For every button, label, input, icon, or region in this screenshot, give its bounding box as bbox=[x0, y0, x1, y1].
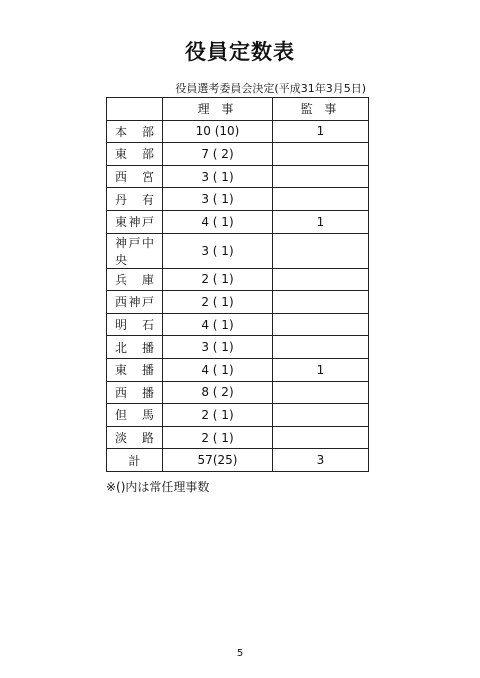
branch-cell bbox=[107, 143, 163, 166]
table-row bbox=[107, 404, 369, 427]
branch-cell bbox=[107, 210, 163, 233]
branch-cell bbox=[107, 313, 163, 336]
page-title: 役員定数表 bbox=[185, 40, 295, 64]
directors-cell: 8 ( 2) bbox=[163, 381, 273, 404]
branch-name: 淡路 bbox=[115, 431, 154, 446]
table-row bbox=[107, 233, 369, 268]
table-row bbox=[107, 358, 369, 381]
table-row bbox=[107, 165, 369, 188]
table-row bbox=[107, 210, 369, 233]
branch-cell bbox=[107, 336, 163, 359]
directors-cell: 10 (10) bbox=[163, 120, 273, 143]
branch-cell bbox=[107, 358, 163, 381]
directors-cell: 4 ( 1) bbox=[163, 313, 273, 336]
auditors-cell bbox=[273, 233, 369, 268]
branch-cell bbox=[107, 233, 163, 268]
auditors-cell: 1 bbox=[273, 210, 369, 233]
auditors-cell: 1 bbox=[273, 120, 369, 143]
table-row bbox=[107, 120, 369, 143]
branch-name: 神戸中央 bbox=[115, 235, 154, 267]
table-row bbox=[107, 188, 369, 211]
auditors-cell bbox=[273, 336, 369, 359]
header-branch bbox=[107, 98, 163, 121]
branch-cell bbox=[107, 120, 163, 143]
branch-name: 西宮 bbox=[115, 170, 154, 185]
branch-name: 西播 bbox=[115, 385, 154, 400]
table-header-row bbox=[107, 98, 369, 121]
directors-cell: 3 ( 1) bbox=[163, 233, 273, 268]
total-directors: 57(25) bbox=[163, 449, 273, 472]
auditors-cell bbox=[273, 165, 369, 188]
directors-cell: 7 ( 2) bbox=[163, 143, 273, 166]
auditors-cell bbox=[273, 404, 369, 427]
branch-cell bbox=[107, 426, 163, 449]
total-label-cell bbox=[107, 449, 163, 472]
branch-cell bbox=[107, 165, 163, 188]
branch-name: 本部 bbox=[115, 124, 154, 139]
auditors-cell bbox=[273, 143, 369, 166]
header-auditors: 監 事 bbox=[273, 98, 369, 121]
auditors-cell bbox=[273, 291, 369, 314]
directors-cell: 2 ( 1) bbox=[163, 426, 273, 449]
directors-cell: 3 ( 1) bbox=[163, 336, 273, 359]
table-row bbox=[107, 336, 369, 359]
branch-name: 東神戸 bbox=[115, 215, 154, 230]
table-row bbox=[107, 381, 369, 404]
directors-cell: 3 ( 1) bbox=[163, 165, 273, 188]
auditors-cell bbox=[273, 381, 369, 404]
header-directors: 理 事 bbox=[163, 98, 273, 121]
total-auditors: 3 bbox=[273, 449, 369, 472]
branch-cell bbox=[107, 291, 163, 314]
directors-cell: 2 ( 1) bbox=[163, 268, 273, 291]
auditors-cell: 1 bbox=[273, 358, 369, 381]
officer-quota-table bbox=[106, 97, 369, 472]
table-row bbox=[107, 268, 369, 291]
table-row bbox=[107, 313, 369, 336]
table-row bbox=[107, 291, 369, 314]
page-number: 5 bbox=[236, 648, 244, 659]
branch-name: 東部 bbox=[115, 147, 154, 162]
branch-name: 但馬 bbox=[115, 408, 154, 423]
footnote: ※()内は常任理事数 bbox=[106, 480, 210, 494]
decision-note: 役員選考委員会決定(平成31年3月5日) bbox=[175, 82, 366, 95]
branch-name: 西神戸 bbox=[115, 295, 154, 310]
branch-cell bbox=[107, 404, 163, 427]
table-row bbox=[107, 426, 369, 449]
total-label: 計 bbox=[128, 453, 141, 468]
branch-cell bbox=[107, 188, 163, 211]
directors-cell: 4 ( 1) bbox=[163, 358, 273, 381]
table-total-row bbox=[107, 449, 369, 472]
branch-cell bbox=[107, 268, 163, 291]
directors-cell: 3 ( 1) bbox=[163, 188, 273, 211]
branch-name: 兵庫 bbox=[115, 272, 154, 287]
directors-cell: 2 ( 1) bbox=[163, 404, 273, 427]
auditors-cell bbox=[273, 313, 369, 336]
auditors-cell bbox=[273, 188, 369, 211]
directors-cell: 4 ( 1) bbox=[163, 210, 273, 233]
auditors-cell bbox=[273, 268, 369, 291]
branch-name: 東播 bbox=[115, 363, 154, 378]
auditors-cell bbox=[273, 426, 369, 449]
branch-name: 明石 bbox=[115, 318, 154, 333]
branch-name: 北播 bbox=[115, 340, 154, 355]
table-row bbox=[107, 143, 369, 166]
branch-cell bbox=[107, 381, 163, 404]
directors-cell: 2 ( 1) bbox=[163, 291, 273, 314]
branch-name: 丹有 bbox=[115, 192, 154, 207]
